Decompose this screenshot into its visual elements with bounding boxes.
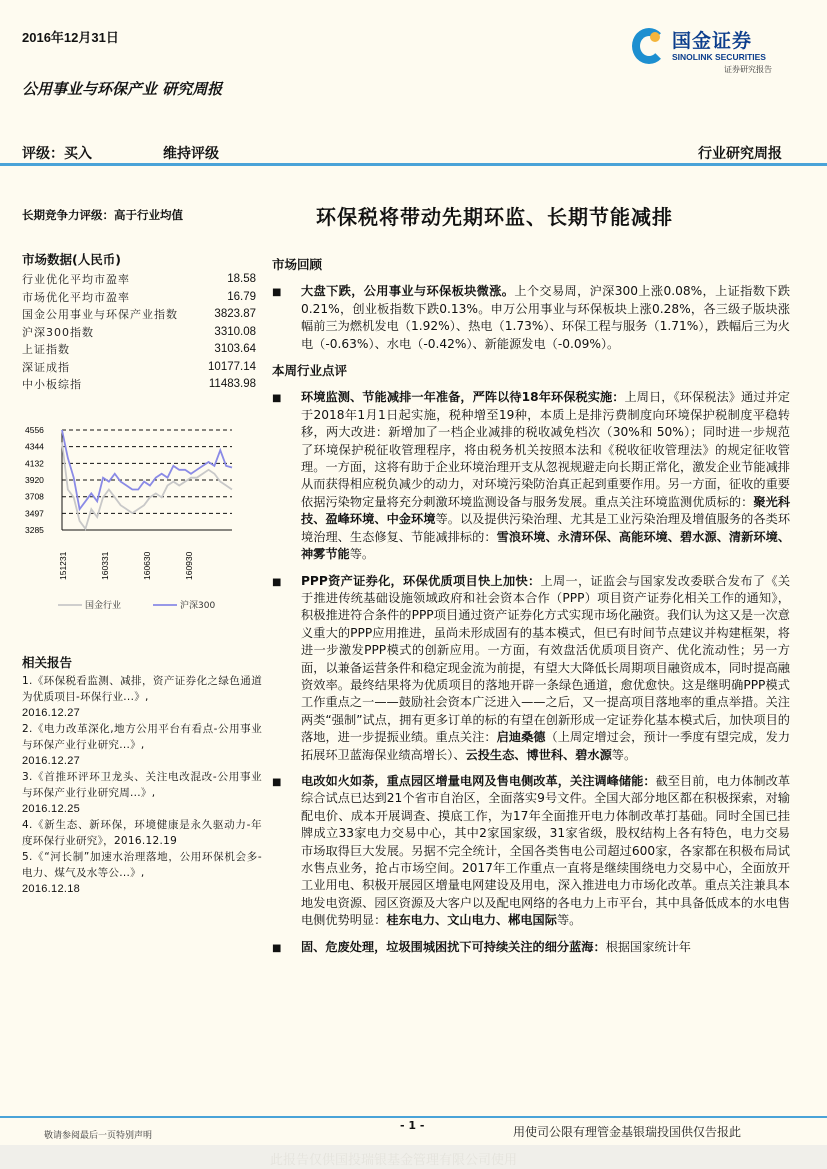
stock-picks: 云投生态、博世科、碧水源 (465, 747, 612, 762)
bullet-lead: 环境监测、节能减排一年准备，严阵以待18年环保税实施： (301, 390, 625, 405)
series-line-industry (62, 442, 232, 529)
related-report-title: 2.《电力改革深化,地方公用平台有看点-公用事业与环保产业行业研究...》, (22, 723, 262, 751)
disclaimer-note: 敬请参阅最后一页特别声明 (44, 1131, 153, 1141)
y-tick-label: 3920 (25, 475, 44, 486)
logo-dot-icon (650, 32, 660, 42)
market-row (22, 271, 256, 289)
bullet-text: 等。 (556, 913, 582, 928)
logo-mark-icon (632, 28, 666, 64)
market-row (22, 289, 256, 307)
section-weekly-comment: 本周行业点评 (272, 363, 348, 379)
bullet-text: 上周一，证监会与国家发改委联合发布了《关于推进传统基础设施领域政府和社会资本合作（PPP）项目资产证券化相关工作的通知》，积极推进符合条件的PPP项目通过资产证券化方式实现市场化融资。我们认为这又是一次意义重大的PPP应用推进，虽尚未形成固有的基本模式，但已有时间节点建议并构建框架，将进一步激发PPP模式的创新应用。一方面，有效盘活优质项目资产、优化流动性；另一方面，以兼备运营条件和稳定现金流为前提，有望大大降低长周期项目融资成本，同时提高融资效率。最终结果将为优质项目的落地开辟一条绿色通道，愈优愈快。这是继明确PPP模式工作重点之一——鼓励社会资本广泛进入——之后，又一提高项目落地率的重点举措。关注两类“强制”试点，拥有更多订单的标的有望在创新形成一定证券化基本模式后，加快项目的落地，进一步提振业绩。重点关注： (301, 573, 791, 745)
logo-en: SINOLINK SECURITIES (672, 52, 766, 62)
bullet-market (272, 283, 790, 353)
bullet-text: （上周定增过会，预计一季度有望完成，发力拓展环卫蓝海保业绩高增长）、 (301, 730, 791, 762)
market-row (22, 324, 256, 342)
legend-label: 沪深300 (180, 601, 216, 611)
x-tick-label: 160331 (100, 551, 110, 580)
bullet-square-icon: ■ (272, 393, 282, 405)
x-tick-label: 151231 (58, 551, 68, 580)
market-row (22, 359, 256, 377)
stock-picks: 启迪桑德 (496, 730, 546, 745)
y-tick-label: 4556 (25, 425, 44, 435)
market-label: 中小板综指 (22, 378, 82, 391)
market-row (22, 341, 256, 359)
section-market-review: 市场回顾 (272, 257, 323, 272)
header-divider (0, 163, 827, 166)
market-row (22, 306, 256, 324)
related-reports (22, 655, 262, 897)
y-tick-label: 3708 (25, 491, 44, 502)
stock-picks: 聚光科技、盈峰环境、中金环境 (301, 494, 791, 527)
market-label: 行业优化平均市盈率 (22, 273, 130, 286)
market-value: 3103.64 (214, 343, 256, 355)
related-report-item[interactable] (22, 817, 262, 849)
x-tick-label: 160930 (184, 551, 194, 580)
main-content (272, 256, 790, 966)
index-chart (20, 420, 250, 620)
related-report-title: 3.《首推环评环卫龙头、关注电改混改-公用事业与环保产业行业研究周...》, (22, 771, 262, 799)
market-value: 18.58 (227, 273, 256, 285)
competence-rating: 长期竞争力评级：高于行业均值 (22, 208, 183, 222)
bullet-text: 等。 (611, 747, 637, 762)
bullet-text: 等。 (349, 547, 375, 562)
bullet-env-tax (272, 389, 790, 563)
bullet-ppp (272, 573, 790, 764)
y-tick-label: 4344 (25, 441, 44, 452)
market-label: 国金公用事业与环保产业指数 (22, 308, 178, 321)
market-data-title: 市场数据(人民币) (22, 252, 121, 267)
related-report-date: 2016.12.27 (22, 707, 81, 719)
bullet-lead: 大盘下跌，公用事业与环保板块微涨。 (301, 284, 515, 299)
market-label: 沪深300指数 (22, 325, 94, 339)
report-date: 2016年12月31日 (22, 30, 119, 45)
bullet-text: 上个交易周，沪深300上涨0.08%，上证指数下跌0.21%，创业板指数下跌0.13%。申万公用事业与环保板块上涨0.28%，各三级子版块涨幅前三为燃机发电（1.92%）、热电（1.73%）、环保工程与服务（1.71%），跌幅后三为火电（-0.63%）、水电（-0.42%）、新能源发电（-0.09%）。 (301, 284, 790, 351)
related-report-title: 5.《“河长制”加速水治理落地，公用环保机会多-电力、煤气及水等公...》, (22, 851, 262, 879)
bullet-text: 上周日，《环保税法》通过并定于2018年1月1日起实施，税种增至19种，本质上是排污费制度向环境保护税制度平稳转移，两大改进：新增加了一档企业减排的税收减免档次（30%和 50%）；同时进一步规范了环境保护税征收管理程序，将由税务机关按照本法和《税收征收管理法》的规定征收管理。一方面，这将有助于企业环境治理开支从忽视规避走向长期正常化，激发企业节能减排从而获得相应税负减少的动力，对环境污染防治真正起到重要作用。另一方面，征收的重要依据污染物定量将充分刺激环境监测设备与服务发展。重点关注环境监测优质标的： (301, 390, 790, 509)
sinolink-logo (632, 26, 792, 66)
bullet-text: 截至目前，电力体制改革综合试点已达到21个省市自治区，全面落实9号文件。全国大部分地区都在积极探索，对输配电价、成本开展调查、摸底工作，为17年全面推开电力体制改革打基础。同时全国已挂牌成立33家电力交易中心，其中2家国家级，31家省级，股权结构上各有特色，电力交易市场取得巨大发展。另据不完全统计，全国各类售电公司超过600家，各家都在积极布局试水售点业务，抢占市场空间。2017年工作重点一直将是继续围绕电力交易中心，全面放开工业用电、积极开展园区增量电网建设及用电，深入推进电力市场化改革。重点关注兼具本地发电资源、园区资源及大客户以及配电网络的各电力上市平台，其中具备低成本的水电售电侧优势明显： (301, 773, 791, 928)
watermark: 此报告仅供国投瑞银基金管理有限公司使用 (270, 1153, 518, 1168)
licensee-note: 用使司公限有理管金基银瑞投国供仅告报此 (513, 1125, 742, 1139)
market-value: 3310.08 (214, 325, 256, 338)
market-value: 3823.87 (214, 308, 256, 320)
market-label: 深证成指 (22, 360, 70, 374)
y-tick-label: 3497 (25, 508, 44, 519)
stock-picks: 雪浪环境、永清环保、高能环境、碧水源、清新环境、神雾节能 (301, 529, 791, 562)
logo-subtitle: 证券研究报告 (724, 65, 772, 74)
market-value: 10177.14 (208, 360, 256, 373)
related-report-item[interactable] (22, 849, 262, 897)
logo-cn: 国金证券 (672, 30, 753, 52)
bullet-waste (272, 939, 790, 957)
series-line-hs300 (62, 430, 232, 509)
market-value: 11483.98 (208, 378, 256, 390)
bullet-power-reform (272, 773, 790, 930)
market-row (22, 376, 256, 394)
y-tick-label: 3285 (25, 525, 44, 535)
related-report-item[interactable] (22, 769, 262, 817)
legend-label: 国金行业 (85, 601, 122, 611)
bullet-lead: 电改如火如荼，重点园区增量电网及售电侧改革，关注调峰储能： (301, 773, 656, 788)
market-value: 16.79 (227, 290, 256, 303)
market-data (22, 250, 256, 394)
report-type: 行业研究周报 (698, 146, 782, 162)
related-report-item[interactable] (22, 721, 262, 769)
bullet-text: 根据国家统计年 (605, 939, 691, 954)
related-report-title: 4.《新生态、新环保，环境健康是永久驱动力-年度环保行业研究》，2016.12.19 (22, 819, 262, 847)
y-tick-label: 4132 (25, 458, 44, 469)
related-report-item[interactable] (22, 673, 262, 721)
related-report-date: 2016.12.18 (22, 883, 81, 895)
bullet-square-icon: ■ (272, 287, 282, 299)
stock-picks: 桂东电力、文山电力、郴电国际 (386, 913, 557, 928)
bullet-lead: 固、危废处理，垃圾围城困扰下可持续关注的细分蓝海： (301, 939, 606, 954)
related-report-date: 2016.12.27 (22, 755, 81, 767)
bullet-square-icon: ■ (272, 776, 282, 788)
bullet-text: 等。以及提供污染治理、尤其是工业污染治理及增值服务的各类环境治理、生态修复、节能减排标的： (301, 512, 791, 544)
page-number: - 1 - (400, 1119, 425, 1132)
rating-keep: 维持评级 (163, 146, 219, 162)
related-report-title: 1.《环保税看监测、减排，资产证券化之绿色通道为优质项目-环保行业...》, (22, 675, 262, 703)
bullet-square-icon: ■ (272, 942, 282, 954)
bullet-square-icon: ■ (272, 576, 282, 588)
x-tick-label: 160630 (142, 551, 152, 580)
rating: 评级：买入 (22, 146, 92, 162)
document-kind: 公用事业与环保产业 研究周报 (22, 80, 223, 98)
market-label: 上证指数 (22, 343, 70, 356)
bullet-lead: PPP资产证券化，环保优质项目快上加快： (301, 573, 541, 588)
page-title: 环保税将带动先期环监、长期节能减排 (316, 205, 673, 229)
related-report-date: 2016.12.25 (22, 803, 81, 815)
related-title: 相关报告 (22, 655, 73, 670)
market-label: 市场优化平均市盈率 (22, 290, 130, 304)
footer-divider (0, 1116, 827, 1118)
